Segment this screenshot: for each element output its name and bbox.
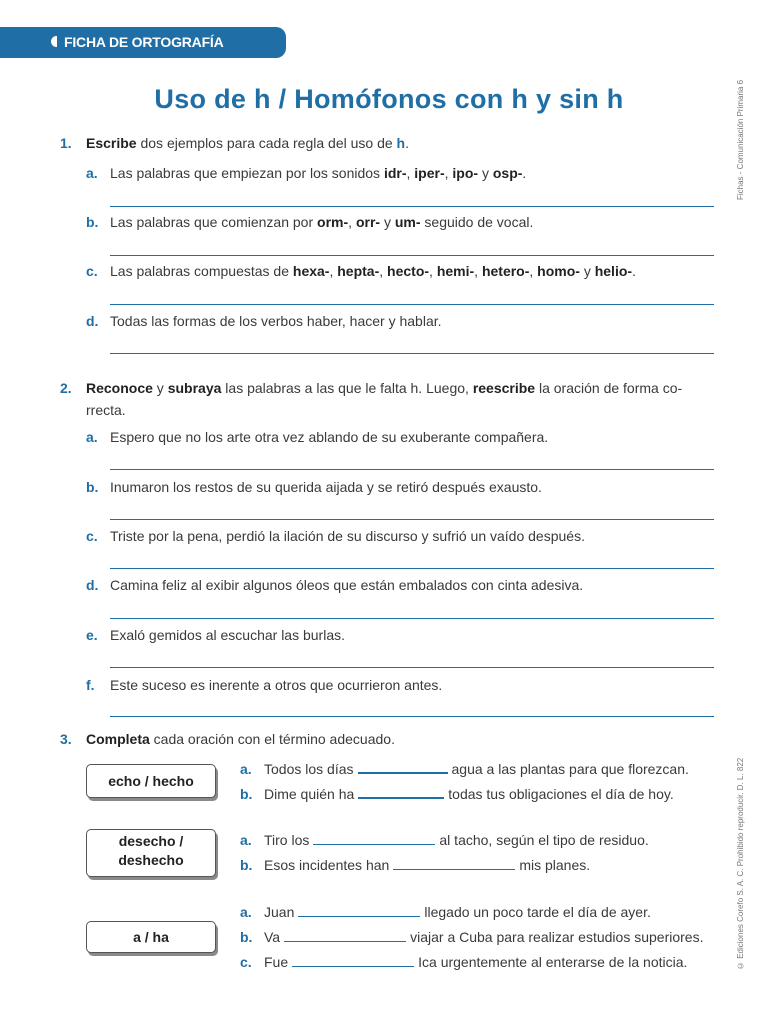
question-number: 3. [60,731,72,747]
item-text: Fue [264,954,289,970]
item-text: Espero que no los arte otra vez ablando de su exuberante compañera. [110,429,549,445]
question-text: las palabras a las que le falta h. Luego, [221,380,473,396]
tab-marker-icon [51,36,57,47]
item-bold: hecto- [387,263,430,279]
q2-item-a [86,427,716,447]
question-2 [60,378,720,398]
q1-item-a [86,163,716,183]
answer-line[interactable] [110,469,714,470]
question-number: 1. [60,135,72,151]
instruction-verb: Completa [86,731,150,747]
word-option: desecho / [118,833,184,849]
item-text: Ica urgentemente al enterarse de la noticia. [418,954,688,970]
item-bold: idr- [383,165,407,181]
q2-item-d [86,575,716,595]
item-bold: hexa- [292,263,330,279]
question-1 [60,133,409,153]
item-letter: b. [240,857,253,873]
item-text: mis planes. [519,857,591,873]
q2-item-c [86,526,716,546]
item-text: Las palabras compuestas de [110,263,293,279]
fill-blank[interactable] [313,832,435,845]
answer-line[interactable] [110,206,714,207]
item-sep: y [478,165,493,181]
item-bold: iper- [414,165,445,181]
item-sep: , [474,263,482,279]
item-sep: , [429,263,437,279]
item-letter: c. [86,528,98,544]
item-bold: hetero- [481,263,530,279]
item-text: Tiro los [264,832,310,848]
item-text: Esos incidentes han [264,857,390,873]
fill-blank[interactable] [298,904,420,917]
answer-line[interactable] [110,618,714,619]
item-bold: osp- [492,165,523,181]
answer-line[interactable] [110,353,714,354]
answer-line[interactable] [110,304,714,305]
item-text: Este suceso es inerente a otros que ocurrieron antes. [110,677,443,693]
item-bold: homo- [537,263,580,279]
item-letter: d. [86,313,99,329]
item-text: viajar a Cuba para realizar estudios superiores. [410,929,704,945]
fill-blank[interactable] [358,785,444,799]
item-sep: y [380,214,395,230]
question-text: y [152,380,168,396]
item-sep: , [329,263,338,279]
question-text: dos ejemplos para cada regla del uso de [136,135,397,151]
word-option: deshecho [118,852,184,868]
fill-blank[interactable] [284,929,406,942]
instruction-verb: subraya [167,380,222,396]
item-sep: , [348,214,356,230]
q2-item-f [86,675,716,695]
answer-line[interactable] [110,568,714,569]
question-3 [60,729,395,749]
q1-item-b [86,212,716,232]
item-letter: d. [86,577,99,593]
item-text: Las palabras que empiezan por los sonidos [110,165,384,181]
item-letter: b. [86,214,99,230]
item-sep: , [444,165,453,181]
answer-line[interactable] [110,519,714,520]
item-bold: um- [394,214,421,230]
q3-g3-b [240,927,703,947]
item-sep: seguido de vocal. [420,214,534,230]
q2-item-e [86,625,716,645]
item-text: Triste por la pena, perdió la ilación de su discurso y sufrió un vaído después. [110,528,585,544]
letter-h: h [396,135,406,151]
section-tab [0,27,286,58]
item-bold: ipo- [452,165,479,181]
item-text: todas tus obligaciones el día de hoy. [448,786,674,802]
word-box-echo-hecho: echo / hecho [86,764,216,798]
fill-blank[interactable] [292,954,414,967]
item-text: Las palabras que comienzan por [110,214,318,230]
item-letter: b. [240,929,253,945]
item-text: al tacho, según el tipo de residuo. [439,832,649,848]
word-box-desecho-deshecho [86,829,216,877]
q1-item-c [86,261,716,281]
item-letter: e. [86,627,98,643]
tab-label: FICHA DE ORTOGRAFÍA [64,34,224,50]
item-text: Inumaron los restos de su querida aijada y se retiró después exausto. [110,479,542,495]
item-text: Exaló gemidos al escuchar las burlas. [110,627,346,643]
item-letter: b. [240,786,253,802]
item-letter: a. [240,832,252,848]
item-sep: . [632,263,636,279]
q3-g1-a [240,759,689,779]
item-text: Todos los días [264,761,354,777]
item-sep: y [579,263,595,279]
q1-item-d [86,311,716,331]
item-letter: a. [86,429,98,445]
answer-line[interactable] [110,667,714,668]
q2-item-b [86,477,716,497]
item-bold: hemi- [436,263,475,279]
item-text: Todas las formas de los verbos haber, hacer y hablar. [110,313,442,329]
item-bold: hepta- [337,263,380,279]
item-letter: a. [240,761,252,777]
q3-g2-b [240,855,590,875]
side-caption-top: Fichas - Comunicación Primaria 6 [736,79,745,200]
question-2-line2: rrecta. [86,402,126,418]
item-text: Camina feliz al exibir algunos óleos que están embalados con cinta adesiva. [110,577,584,593]
answer-line[interactable] [110,716,714,717]
item-sep: , [406,165,415,181]
item-text: llegado un poco tarde el día de ayer. [424,904,651,920]
item-text: Juan [264,904,295,920]
q3-g2-a [240,830,649,850]
item-text: agua a las plantas para que florezcan. [451,761,689,777]
question-text: cada oración con el término adecuado. [149,731,395,747]
item-letter: b. [86,479,99,495]
instruction-verb: reescribe [472,380,536,396]
item-letter: a. [86,165,98,181]
page-title: Uso de h / Homófonos con h y sin h [154,84,624,114]
word-box-a-ha: a / ha [86,921,216,953]
answer-line[interactable] [110,255,714,256]
question-number: 2. [60,380,72,396]
item-bold: orm- [317,214,349,230]
item-letter: c. [240,954,252,970]
item-letter: a. [240,904,252,920]
q3-g3-a [240,902,651,922]
item-text: Va [264,929,281,945]
question-end: . [405,135,409,151]
item-letter: c. [86,263,98,279]
side-caption-bottom: © Ediciones Corefo S. A. C. Prohibido reproducir. D. L. 822 [736,757,745,970]
item-sep: , [529,263,538,279]
item-text: Dime quién ha [264,786,355,802]
item-bold: helio- [594,263,633,279]
fill-blank[interactable] [358,760,448,774]
item-sep: , [379,263,388,279]
question-text: la oración de forma co- [535,380,683,396]
item-letter: f. [86,677,95,693]
instruction-verb: Reconoce [86,380,153,396]
item-sep: . [522,165,527,181]
instruction-verb: Escribe [86,135,137,151]
q3-g3-c [240,952,687,972]
item-bold: orr- [355,214,381,230]
fill-blank[interactable] [393,857,515,870]
q3-g1-b [240,784,674,804]
